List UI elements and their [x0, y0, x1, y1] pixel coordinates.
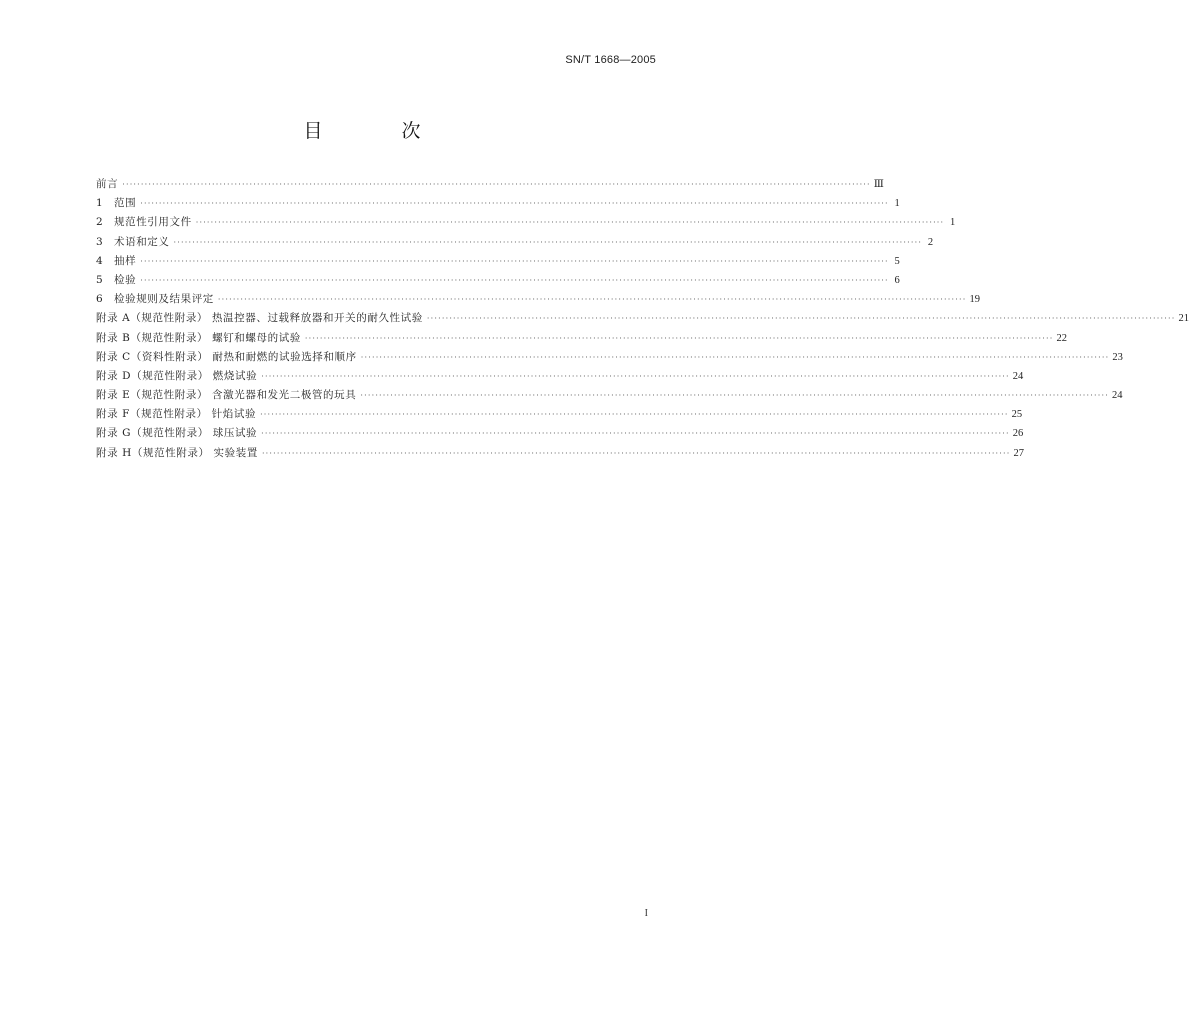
toc-entry-text: 规范性引用文件 [114, 216, 192, 229]
toc-entry-label [96, 194, 136, 213]
dot-leader: ········································································································································································································ [195, 218, 945, 228]
dot-leader: ········································································································································································································ [261, 429, 1010, 439]
toc-entry-text: 附录 A（规范性附录） 热温控器、过载释放器和开关的耐久性试验 [96, 312, 423, 325]
toc-entry[interactable] [96, 405, 1023, 424]
toc-entry[interactable] [96, 175, 884, 194]
toc-entry-label [96, 252, 136, 271]
toc-entry-number: 1 [96, 197, 104, 210]
toc-entry-text: 检验规则及结果评定 [114, 293, 214, 306]
dot-leader: ········································································································································································································ [173, 237, 923, 247]
toc-entry-text: 检验 [114, 273, 137, 286]
toc-entry[interactable] [96, 329, 1067, 348]
toc-entry-page: 26 [1012, 428, 1024, 440]
toc-entry-label [96, 290, 214, 309]
toc-entry-page: 1 [894, 198, 900, 210]
toc-entry-text: 范围 [114, 197, 137, 210]
toc-entry-label [96, 233, 170, 252]
toc-entry-number: 3 [96, 235, 104, 248]
toc-entry-page: 19 [969, 294, 980, 306]
toc-entry[interactable] [96, 424, 1024, 443]
dot-leader: ········································································································································································································ [261, 371, 1010, 381]
toc-entry-label [96, 424, 257, 443]
page-number: I [644, 908, 648, 919]
toc-entry-number: 5 [96, 273, 104, 286]
toc-entry-text: 附录 D（规范性附录） 燃烧试验 [96, 369, 258, 382]
standard-code: SN/T 1668—2005 [565, 54, 656, 66]
toc-entry[interactable] [96, 367, 1024, 386]
toc-entry-page: 25 [1011, 409, 1023, 421]
toc-entry-label [96, 329, 301, 348]
toc-entry[interactable] [96, 444, 1025, 463]
toc-entry-text: 附录 F（规范性附录） 针焰试验 [96, 408, 257, 421]
toc-entry-number: 4 [96, 254, 104, 267]
toc-entry[interactable] [96, 309, 1189, 328]
toc-entry-page: 23 [1112, 351, 1123, 363]
toc-entry-page: 1 [950, 217, 956, 229]
toc-entry-page: 2 [927, 236, 934, 248]
toc-entry-label [96, 405, 256, 424]
toc-entry-label [96, 213, 192, 232]
dot-leader: ········································································································································································································ [140, 199, 889, 209]
toc-entry-text: 抽样 [114, 254, 137, 267]
toc-entry-page: 24 [1111, 390, 1123, 402]
dot-leader: ········································································································································································································ [360, 391, 1109, 401]
toc-entry-label [96, 271, 136, 290]
toc-entry-label [96, 386, 356, 405]
toc-entry-label [96, 444, 258, 463]
dot-leader: ········································································································································································································ [217, 295, 967, 305]
toc-entry[interactable] [96, 290, 980, 309]
toc-entry[interactable] [96, 194, 900, 213]
toc-entry-page: Ⅲ [873, 179, 884, 190]
dot-leader: ········································································································································································································ [122, 180, 871, 189]
table-of-contents [96, 175, 1189, 463]
toc-entry-number: 2 [96, 216, 104, 229]
toc-entry-text: 附录 B（规范性附录） 螺钉和螺母的试验 [96, 331, 301, 344]
dot-leader: ········································································································································································································ [304, 333, 1054, 343]
dot-leader: ········································································································································································································ [260, 410, 1009, 420]
dot-leader: ········································································································································································································ [426, 314, 1176, 324]
toc-entry-number: 6 [96, 293, 104, 306]
toc-entry[interactable] [96, 252, 900, 271]
toc-entry-label [96, 367, 257, 386]
toc-entry[interactable] [96, 233, 934, 252]
toc-entry[interactable] [96, 271, 900, 290]
toc-entry-text: 前言 [96, 178, 119, 190]
toc-entry-page: 22 [1056, 332, 1067, 344]
toc-entry-text: 附录 H（规范性附录） 实验装置 [96, 446, 258, 459]
dot-leader: ········································································································································································································ [140, 256, 889, 266]
toc-entry-text: 术语和定义 [114, 235, 170, 248]
dot-leader: ········································································································································································································ [261, 448, 1011, 458]
toc-entry-page: 21 [1178, 313, 1189, 325]
toc-entry-page: 24 [1012, 370, 1024, 382]
page-title: 目 次 [303, 120, 451, 142]
toc-entry-page: 6 [894, 274, 900, 286]
toc-entry[interactable] [96, 348, 1123, 367]
toc-entry-label [96, 348, 357, 367]
toc-entry[interactable] [96, 386, 1123, 405]
toc-entry-text: 附录 C（资料性附录） 耐热和耐燃的试验选择和顺序 [96, 350, 357, 363]
toc-entry-label [96, 175, 118, 194]
dot-leader: ········································································································································································································ [360, 352, 1110, 362]
toc-entry-page: 5 [894, 255, 900, 267]
toc-entry-text: 附录 E（规范性附录） 含激光器和发光二极管的玩具 [96, 389, 357, 402]
toc-entry-text: 附录 G（规范性附录） 球压试验 [96, 427, 258, 440]
toc-entry-page: 27 [1013, 447, 1025, 459]
dot-leader: ········································································································································································································ [140, 275, 889, 285]
toc-entry[interactable] [96, 213, 956, 232]
toc-entry-label [96, 309, 423, 328]
